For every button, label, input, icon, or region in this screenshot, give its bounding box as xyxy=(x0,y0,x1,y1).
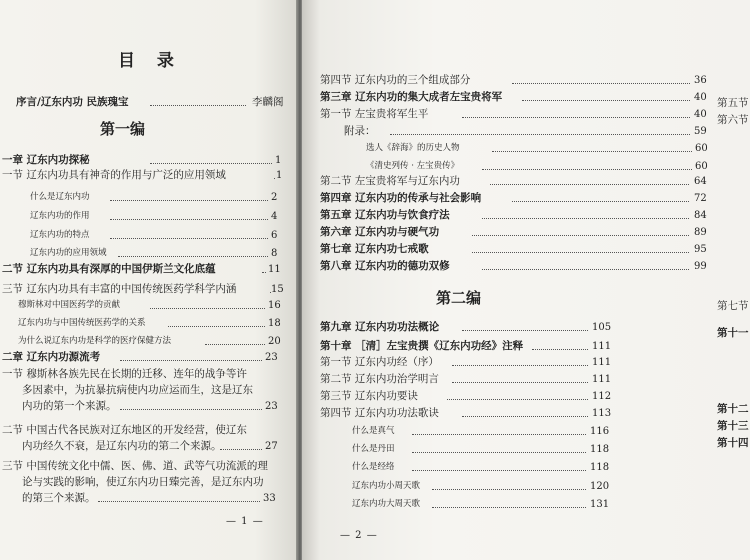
toc-entry-text: 二节 辽东内功具有深厚的中国伊斯兰文化底蕴 xyxy=(2,263,216,275)
toc-page-number: 27 xyxy=(265,441,278,452)
toc-title: 目 录 xyxy=(118,51,182,71)
toc-page-number: 99 xyxy=(694,261,707,272)
toc-page-number: 131 xyxy=(590,499,610,510)
leader-dots xyxy=(110,219,268,220)
toc-page-number: 1 xyxy=(276,170,283,181)
toc-entry-text: 第五章 辽东内功与饮食疗法 xyxy=(320,209,450,221)
leader-dots xyxy=(462,117,690,118)
toc-page-number: 111 xyxy=(592,374,612,385)
toc-entry-text: 选人《辞海》的历史人物 xyxy=(366,143,460,153)
toc-page-number: 36 xyxy=(694,75,707,86)
toc-entry-text: 第七章 辽东内功七戒歌 xyxy=(320,243,429,255)
leader-dots xyxy=(274,178,275,179)
toc-entry-text: 为什么说辽东内功是科学的医疗保健方法 xyxy=(18,336,172,346)
toc-page-number: 113 xyxy=(592,408,612,419)
leader-dots xyxy=(412,434,586,435)
toc-page-number: 8 xyxy=(271,248,278,259)
leader-dots xyxy=(412,452,586,453)
toc-entry-text: 第三节 辽东内功要诀 xyxy=(320,390,418,402)
leader-dots xyxy=(98,501,260,502)
leader-dots xyxy=(432,507,586,508)
page-number-footer: — 1 — xyxy=(226,516,264,527)
toc-entry-text: 一章 辽东内功探秘 xyxy=(2,154,90,166)
toc-page-number: 84 xyxy=(694,210,707,221)
leader-dots xyxy=(482,269,689,270)
right-page xyxy=(302,0,750,560)
toc-page-number: 95 xyxy=(694,244,707,255)
leader-dots xyxy=(532,349,588,350)
toc-entry-text: 辽东内功的特点 xyxy=(30,230,90,240)
toc-entry-text: 内功的第一个来源。 xyxy=(22,400,117,412)
part-title: 第一编 xyxy=(100,120,146,138)
toc-entry-text: 辽东内功的应用领域 xyxy=(30,248,107,258)
toc-entry-text: 第一节 左宝贵将军生平 xyxy=(320,108,429,120)
toc-page-number: 2 xyxy=(271,192,278,203)
leader-dots xyxy=(447,399,588,400)
toc-page-number: 120 xyxy=(590,481,610,492)
part-title: 第二编 xyxy=(436,289,482,307)
leader-dots xyxy=(150,308,265,309)
toc-entry-text: 一节 穆斯林各族先民在长期的迁移、连年的战争等许 xyxy=(2,368,247,380)
toc-entry-text: 多因素中，为抗暴抗病使内功应运而生，这是辽东 xyxy=(22,384,253,396)
toc-page-number: 18 xyxy=(268,318,281,329)
toc-page-number: 6 xyxy=(271,230,278,241)
toc-entry-text: 二节 中国古代各民族对辽东地区的开发经营，使辽东 xyxy=(2,424,247,436)
toc-entry-text: 穆斯林对中国医药学的贡献 xyxy=(18,300,121,310)
toc-page-number: 4 xyxy=(271,211,278,222)
left-page xyxy=(0,0,300,560)
leader-dots xyxy=(110,238,268,239)
toc-entry-text: 三节 中国传统文化中儒、医、佛、道、武等气功流派的理 xyxy=(2,460,268,472)
page-number-footer: — 2 — xyxy=(340,530,378,541)
leader-dots xyxy=(512,83,690,84)
toc-page-number: 16 xyxy=(268,300,281,311)
toc-page-number: 40 xyxy=(694,92,707,103)
leader-dots xyxy=(220,449,262,450)
toc-entry-text: 一节 辽东内功具有神奇的作用与广泛的应用领域 xyxy=(2,169,226,181)
leader-dots xyxy=(150,105,246,106)
toc-page-number: 64 xyxy=(694,176,707,187)
leader-dots xyxy=(262,272,266,273)
toc-page-number: 1 xyxy=(275,155,282,166)
toc-page-number: 116 xyxy=(590,426,610,437)
toc-entry-text: 辽东内功大周天歌 xyxy=(352,499,421,509)
toc-page-number: 89 xyxy=(694,227,707,238)
toc-entry-text: 内功经久不衰，是辽东内功的第二个来源。 xyxy=(22,440,222,452)
toc-page-number: 60 xyxy=(695,161,708,172)
edge-fragment: 第十四 xyxy=(717,437,749,449)
toc-page-number: 11 xyxy=(268,264,281,275)
leader-dots xyxy=(472,252,689,253)
toc-entry-text: 《清史列传 · 左宝贵传》 xyxy=(366,161,460,171)
leader-dots xyxy=(432,489,586,490)
toc-page-number: 72 xyxy=(694,193,707,204)
toc-page-number: 20 xyxy=(268,336,281,347)
toc-page-number: 118 xyxy=(590,462,610,473)
toc-entry-text: 第八章 辽东内功的德功双修 xyxy=(320,260,450,272)
leader-dots xyxy=(150,163,272,164)
edge-fragment: 第五节 xyxy=(717,97,749,109)
toc-page-number: 40 xyxy=(694,109,707,120)
toc-page-number: 23 xyxy=(265,401,278,412)
toc-entry-text: 第九章 辽东内功功法概论 xyxy=(320,321,440,333)
leader-dots xyxy=(492,151,692,152)
edge-fragment: 第六节 xyxy=(717,114,749,126)
leader-dots xyxy=(110,200,268,201)
leader-dots xyxy=(482,218,689,219)
toc-entry-text: 第三章 辽东内功的集大成者左宝贵将军 xyxy=(320,91,503,103)
leader-dots xyxy=(205,344,265,345)
toc-page-number: 118 xyxy=(590,444,610,455)
toc-page-number: 33 xyxy=(263,493,276,504)
toc-entry-text: 第二节 辽东内功治学明言 xyxy=(320,373,439,385)
toc-entry-text: 第四章 辽东内功的传承与社会影响 xyxy=(320,192,482,204)
toc-page-number: 111 xyxy=(592,357,612,368)
leader-dots xyxy=(452,382,588,383)
toc-entry-text: 第一节 辽东内功经（序） xyxy=(320,356,439,368)
preface-entry: 序言/辽东内功 民族瑰宝 xyxy=(16,96,129,108)
toc-entry-text: 辽东内功小周天歌 xyxy=(352,481,421,491)
leader-dots xyxy=(120,360,262,361)
toc-entry-text: 论与实践的影响，使辽东内功日臻完善，是辽东内功 xyxy=(22,476,264,488)
toc-entry-text: 三节 辽东内功具有丰富的中国传统医药学科学内涵 xyxy=(2,283,237,295)
toc-entry-text: 什么是丹田 xyxy=(352,444,395,454)
toc-entry-text: 第四节 辽东内功功法歌诀 xyxy=(320,407,439,419)
toc-entry-text: 什么是经络 xyxy=(352,462,395,472)
leader-dots xyxy=(522,100,690,101)
toc-entry-text: 二章 辽东内功源流考 xyxy=(2,351,101,363)
toc-entry-text: 第四节 辽东内功的三个组成部分 xyxy=(320,74,471,86)
edge-fragment: 第七节 xyxy=(717,300,749,312)
leader-dots xyxy=(452,365,588,366)
edge-fragment: 第十三 xyxy=(717,420,749,432)
toc-entry-text: 什么是真气 xyxy=(352,426,395,436)
toc-page-number: 105 xyxy=(592,322,612,333)
toc-page-number: 60 xyxy=(695,143,708,154)
leader-dots xyxy=(120,409,262,410)
toc-page-number: 111 xyxy=(592,341,612,352)
toc-entry-text: 什么是辽东内功 xyxy=(30,192,90,202)
leader-dots xyxy=(490,184,689,185)
edge-fragment: 第十一 xyxy=(717,327,749,339)
toc-entry-text: 辽东内功与中国传统医药学的关系 xyxy=(18,318,146,328)
leader-dots xyxy=(118,256,268,257)
leader-dots xyxy=(462,330,588,331)
toc-page-number: 112 xyxy=(592,391,612,402)
preface-author: 李麟阁 xyxy=(252,96,284,108)
toc-entry-text: 第六章 辽东内功与硬气功 xyxy=(320,226,440,238)
leader-dots xyxy=(482,169,692,170)
toc-entry-text: 第十章 ［清］左宝贵撰《辽东内功经》注释 xyxy=(320,340,524,352)
toc-page-number: 15 xyxy=(271,284,284,295)
toc-page-number: 23 xyxy=(265,352,278,363)
leader-dots xyxy=(512,201,689,202)
toc-entry-text: 第二节 左宝贵将军与辽东内功 xyxy=(320,175,460,187)
toc-entry-text: 辽东内功的作用 xyxy=(30,211,90,221)
leader-dots xyxy=(412,470,586,471)
toc-entry-text: 附录： xyxy=(344,125,376,137)
leader-dots xyxy=(472,235,689,236)
leader-dots xyxy=(390,134,690,135)
toc-page-number: 59 xyxy=(694,126,707,137)
edge-fragment: 第十二 xyxy=(717,403,749,415)
leader-dots xyxy=(168,326,265,327)
toc-entry-text: 的第三个来源。 xyxy=(22,492,96,504)
leader-dots xyxy=(462,416,588,417)
